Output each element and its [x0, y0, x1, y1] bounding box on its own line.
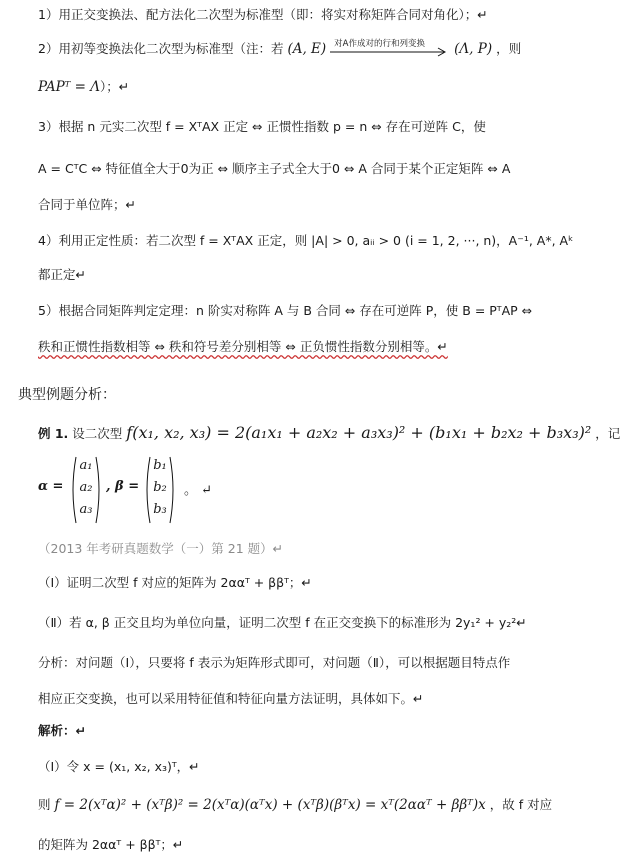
vector-definitions — [38, 455, 298, 525]
item-3-line-2: A = CᵀC ⇔ 特征值全大于0为正 ⇔ 顺序主子式全大于0 ⇔ A 合同于某个正定矩阵 ⇔ A — [38, 161, 511, 176]
alpha-entry: a₂ — [79, 480, 93, 495]
beta-label: , β = — [106, 479, 140, 494]
matrix-ae: (A, E) — [287, 41, 327, 57]
solution-label: 解析：↵ — [38, 723, 86, 738]
matrix-lambda-p: (Λ, P) — [454, 41, 493, 57]
item-1: 1）用正交变换法、配方法化二次型为标准型（即：将实对称矩阵合同对角化）；↵ — [38, 7, 488, 22]
alpha-vector — [74, 455, 98, 521]
vector-end: 。 ↵ — [184, 483, 213, 498]
solution-step-2 — [38, 796, 586, 814]
item-3-line-1: 3）根据 n 元实二次型 f = XᵀAX 正定 ⇔ 正惯性指数 p = n ⇔ 存在可逆阵 C，使 — [38, 119, 486, 134]
transform-arrow — [330, 38, 450, 59]
pap-formula: PAPᵀ = Λ — [38, 79, 100, 95]
item-5-text: 秩和正惯性指数相等 ⇔ 秩和符号差分别相等 ⇔ 正负惯性指数分别相等。↵ — [38, 339, 448, 354]
beta-entry: b₁ — [153, 458, 167, 473]
item-5-line-2 — [38, 338, 586, 356]
item-2-line-1 — [38, 40, 586, 59]
quadratic-form: f(x₁, x₂, x₃) = 2(a₁x₁ + a₂x₂ + a₃x₃)² + (b₁x₁ + b₂x₂ + b₃x₃)² — [126, 423, 592, 442]
item-5-line-1: 5）根据合同矩阵判定定理：n 阶实对称阵 A 与 B 合同 ⇔ 存在可逆阵 P，使 B = PᵀAP ⇔ — [38, 303, 533, 318]
question-2: （Ⅱ）若 α, β 正交且均为单位向量，证明二次型 f 在正交变换下的标准形为 2y₁² + y₂²↵ — [38, 615, 527, 630]
item-2-text: 2）用初等变换法化二次型为标准型（注：若 — [38, 41, 284, 56]
solution-step-1: （Ⅰ）令 x = (x₁, x₂, x₃)ᵀ，↵ — [38, 759, 200, 774]
alpha-entry: a₁ — [79, 458, 93, 473]
item-2-line-2 — [38, 78, 586, 96]
item-4-line-1: 4）利用正定性质：若二次型 f = XᵀAX 正定，则 |A| > 0, aᵢᵢ > 0 (i = 1, 2, ···, n)，A⁻¹, A*, Aᵏ — [38, 233, 574, 248]
solution-step-2-lead: 则 — [38, 797, 51, 812]
analysis-line-2: 相应正交变换，也可以采用特征值和特征向量方法证明，具体如下。↵ — [38, 691, 424, 706]
beta-entry: b₃ — [153, 502, 167, 517]
beta-vector — [148, 455, 172, 521]
solution-step-2-tail: ，故 f 对应 — [489, 797, 553, 812]
analysis-line-1: 分析：对问题（Ⅰ），只要将 f 表示为矩阵形式即可，对问题（Ⅱ），可以根据题目特点作 — [38, 655, 511, 670]
item-3-line-3: 合同于单位阵；↵ — [38, 197, 136, 212]
example-lead: 设二次型 — [72, 426, 123, 441]
source-citation: （2013 年考研真题数学（一）第 21 题）↵ — [38, 541, 284, 556]
transform-arrow-label: 对A作成对的行和列变换 — [334, 38, 425, 49]
question-1: （Ⅰ）证明二次型 f 对应的矩阵为 2ααᵀ + ββᵀ；↵ — [38, 575, 312, 590]
solution-step-3: 的矩阵为 2ααᵀ + ββᵀ；↵ — [38, 837, 184, 852]
item-2-end: ）；↵ — [100, 79, 130, 94]
example-header — [38, 423, 620, 443]
section-title: 典型例题分析： — [18, 387, 116, 403]
example-label: 例 1. — [38, 426, 69, 441]
item-2-then: ，则 — [496, 41, 522, 56]
alpha-entry: a₃ — [79, 502, 93, 517]
right-arrow-icon — [330, 47, 450, 57]
example-tail: ，记 — [595, 426, 620, 441]
item-4-line-2: 都正定↵ — [38, 267, 86, 282]
matrix-form-formula: f = 2(xᵀα)² + (xᵀβ)² = 2(xᵀα)(αᵀx) + (xᵀβ)(βᵀx) = xᵀ(2ααᵀ + ββᵀ)x — [54, 797, 486, 813]
alpha-label: α = — [38, 479, 64, 494]
beta-entry: b₂ — [153, 480, 167, 495]
